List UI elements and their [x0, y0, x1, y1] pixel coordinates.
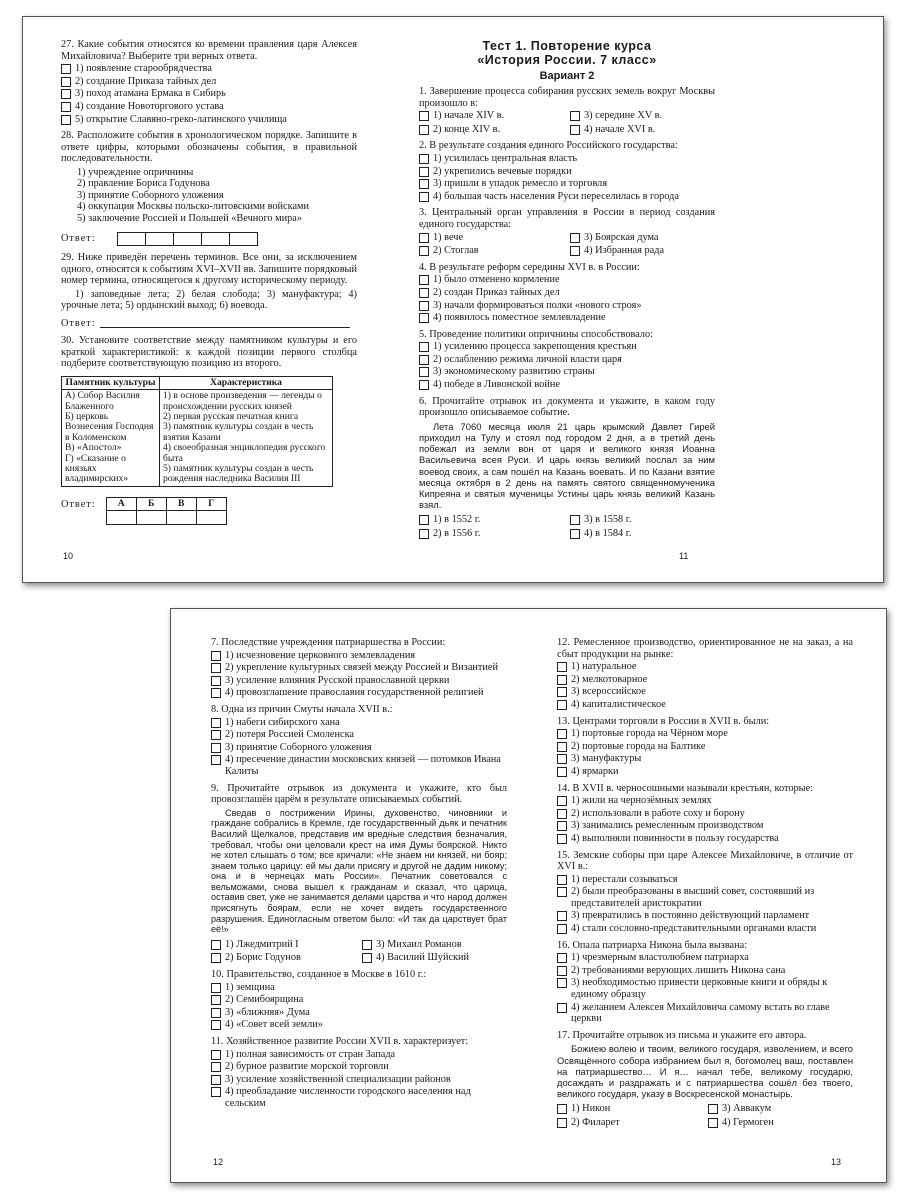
checkbox[interactable]	[211, 1075, 221, 1085]
answer-option[interactable]	[557, 910, 853, 922]
question-7: 7. Последствие учреждения патриаршества в России:	[211, 637, 446, 648]
answer-boxes[interactable]	[118, 232, 258, 246]
answer-option[interactable]	[211, 994, 507, 1006]
checkbox[interactable]	[557, 1104, 567, 1114]
answer-option[interactable]	[211, 717, 507, 729]
question-4: 4. В результате реформ середины XVI в. в России:	[419, 261, 640, 273]
checkbox[interactable]	[211, 983, 221, 993]
option-label: 2) мелкотоварное	[571, 673, 648, 685]
sequence-item: 5) заключение Россией и Польшей «Вечного мира»	[77, 212, 303, 224]
answer-option[interactable]	[419, 366, 715, 378]
answer-option[interactable]	[419, 124, 564, 136]
option-label: 2) создание Приказа тайных дел	[75, 75, 217, 87]
checkbox[interactable]	[557, 875, 567, 885]
answer-option[interactable]	[61, 63, 357, 75]
answer-option[interactable]	[557, 686, 853, 698]
option-label: 3) Боярская дума	[584, 231, 659, 243]
answer-option[interactable]	[557, 833, 853, 845]
answer-option[interactable]	[557, 874, 853, 886]
option-label: 1) исчезновение церковного землевладения	[225, 649, 416, 661]
checkbox[interactable]	[419, 167, 429, 177]
answer-option[interactable]	[419, 245, 564, 257]
answer-option[interactable]	[419, 287, 715, 299]
option-label: 1) перестали созываться	[571, 873, 678, 885]
question-28-items	[61, 167, 357, 224]
option-label: 2) конце XIV в.	[433, 123, 501, 135]
checkbox[interactable]	[419, 313, 429, 323]
checkbox[interactable]	[557, 834, 567, 844]
checkbox[interactable]	[419, 179, 429, 189]
question-13-options	[557, 728, 853, 777]
option-label: 4) начале XVI в.	[584, 123, 656, 135]
checkbox[interactable]	[419, 125, 429, 135]
option-label: 2) Стоглав	[433, 245, 479, 257]
checkbox[interactable]	[570, 233, 580, 243]
checkbox[interactable]	[557, 1118, 567, 1128]
answer-option[interactable]	[557, 1002, 853, 1025]
checkbox[interactable]	[61, 102, 71, 112]
option-label: 1) жили на чернозёмных землях	[571, 795, 712, 807]
option-label: 1) земщина	[225, 981, 275, 993]
answer-option[interactable]	[570, 232, 715, 244]
answer-option[interactable]	[211, 687, 507, 699]
checkbox[interactable]	[61, 115, 71, 125]
question-3-options	[419, 231, 715, 258]
answer-row-30	[61, 497, 357, 525]
checkbox[interactable]	[419, 233, 429, 243]
option-label: 1) Никон	[571, 1103, 611, 1115]
answer-option[interactable]	[570, 110, 715, 122]
spread-pages-10-11	[22, 16, 884, 583]
sequence-item: 3) принятие Соборного уложения	[77, 189, 224, 201]
table-header-monument: Памятник культуры	[62, 376, 160, 389]
answer-option[interactable]	[557, 661, 853, 673]
question-29-terms: 1) заповедные лета; 2) белая слобода; 3) мануфактура; 4) урочные лета; 5) ордынский выход; 6) воевода.	[61, 288, 357, 312]
checkbox[interactable]	[211, 1062, 221, 1072]
test-subtitle: «История России. 7 класс»	[477, 53, 657, 67]
question-17: 17. Прочитайте отрывок из письма и укажите его автора.	[557, 1029, 807, 1041]
answer-option[interactable]	[211, 982, 507, 994]
answer-option[interactable]	[211, 1061, 507, 1073]
option-label: 4) Василий Шуйский	[376, 952, 470, 964]
answer-option[interactable]	[557, 699, 853, 711]
checkbox[interactable]	[211, 743, 221, 753]
checkbox[interactable]	[557, 754, 567, 764]
option-label: 3) занимались ремесленным производством	[571, 820, 764, 832]
answer-label: Ответ:	[61, 317, 96, 329]
answer-letter: Б	[136, 497, 166, 510]
option-label: 3) начали формироваться полки «нового строя»	[433, 299, 642, 311]
monuments-list: А) Собор Василия Блаженного Б) церковь Вознесения Господня в Коломенском В) «Апостол» Г) «Сказание о князьях владимирских»	[62, 390, 160, 487]
checkbox[interactable]	[557, 729, 567, 739]
question-12-options	[557, 661, 853, 710]
checkbox[interactable]	[362, 953, 372, 963]
option-label: 4) выполняли повинности в пользу государства	[571, 832, 779, 844]
answer-row-29	[61, 318, 357, 329]
answer-option[interactable]	[419, 274, 715, 286]
answer-option[interactable]	[557, 923, 853, 935]
answer-option[interactable]	[419, 341, 715, 353]
option-label: 2) создан Приказ тайных дел	[433, 286, 560, 298]
question-11-options	[211, 1049, 507, 1110]
option-label: 4) «Совет всей земли»	[225, 1019, 323, 1031]
checkbox[interactable]	[419, 192, 429, 202]
answer-option[interactable]	[211, 1019, 507, 1031]
option-label: 4) в 1584 г.	[584, 528, 632, 540]
option-label: 3) середине XV в.	[584, 110, 663, 122]
checkbox[interactable]	[557, 796, 567, 806]
option-label: 3) принятие Соборного уложения	[225, 741, 372, 753]
option-label: 4) ярмарки	[571, 765, 619, 777]
option-label: 4) пресечение династии московских князей — потомков Ивана Калиты	[225, 754, 501, 777]
page-12	[211, 637, 507, 1111]
question-30: 30. Установите соответствие между памятником культуры и его краткой характеристикой: к каждой позиции первого столбца подберите соответствующую позицию из второго.	[61, 334, 357, 370]
characteristics-list: 1) в основе произведения — легенды о происхождении русских князей 2) первая русская печатная книга 3) памятник культуры создан в честь взятия Казани 4) своеобразная энциклопедия русского быта 5) памятник культуры создан в честь рождения наследника Василия III	[160, 390, 333, 487]
checkbox[interactable]	[557, 953, 567, 963]
answer-option[interactable]	[211, 1074, 507, 1086]
question-14: 14. В XVII в. черносошными называли крестьян, которые:	[557, 782, 814, 794]
checkbox[interactable]	[419, 515, 429, 525]
checkbox[interactable]	[211, 676, 221, 686]
option-label: 3) поход атамана Ермака в Сибирь	[75, 88, 226, 100]
option-label: 3) в 1558 г.	[584, 514, 632, 526]
page-10	[61, 39, 357, 525]
option-label: 4) провозглашение православия государственной религией	[225, 687, 484, 699]
answer-option[interactable]	[211, 650, 507, 662]
option-label: 2) потеря Россией Смоленска	[225, 729, 354, 741]
answer-option[interactable]	[419, 514, 564, 526]
option-label: 4) стали сословно-представительными органами власти	[571, 923, 817, 935]
question-6: 6. Прочитайте отрывок из документа и укажите, в каком году произошло описываемое событие.	[419, 395, 715, 419]
answer-label: Ответ:	[61, 233, 96, 245]
option-label: 4) преобладание численности городского населения над сельским	[225, 1086, 471, 1109]
option-label: 2) портовые города на Балтике	[571, 740, 706, 752]
option-label: 2) требованиями верующих лишить Никона сана	[571, 964, 786, 976]
option-label: 4) победе в Ливонской войне	[433, 379, 560, 391]
question-2: 2. В результате создания единого Российского государства:	[419, 140, 678, 152]
checkbox[interactable]	[570, 515, 580, 525]
checkbox[interactable]	[419, 355, 429, 365]
checkbox[interactable]	[419, 275, 429, 285]
checkbox[interactable]	[419, 246, 429, 256]
option-label: 4) появилось поместное землевладение	[433, 312, 606, 324]
answer-option[interactable]	[557, 741, 853, 753]
checkbox[interactable]	[419, 342, 429, 352]
answer-option[interactable]	[61, 88, 357, 100]
option-label: 1) усилению процесса закрепощения крестьян	[433, 341, 637, 353]
document-excerpt: Сведав о пострижении Ирины, духовенство, чиновники и граждане собрались в Кремле, где государственный дьяк и печатник Василий Щелкалов, представив им вредные следствия безначалия, требовал, чтобы они целовали крест на имя Думы боярской. Никто не хотел слышать о том; все кричали: «Не знаем ни князей, ни бояр; знаем только царицу: ей мы дали присягу и другой не дадим никому; она и в чернецах мать России». Печатник советовался с вельможами, снова вышел к гражданам и сказал, что царица, оставив свет, уже не занимается делами царства и что народ должен присягнуть боярам, если не хочет видеть государственного разрушения. Единогласным ответом было: «И так да царствует брат её!»	[211, 807, 507, 935]
option-label: 1) усилилась центральная власть	[433, 152, 578, 164]
answer-grid[interactable]	[106, 497, 227, 525]
option-label: 2) Филарет	[571, 1117, 620, 1129]
option-label: 3) «ближняя» Дума	[225, 1006, 310, 1018]
checkbox[interactable]	[419, 380, 429, 390]
question-13: 13. Центрами торговли в России в XVII в. были:	[557, 715, 770, 727]
checkbox[interactable]	[557, 924, 567, 934]
answer-option[interactable]	[419, 300, 715, 312]
answer-option[interactable]	[557, 977, 853, 1000]
checkbox[interactable]	[557, 700, 567, 710]
question-12: 12. Ремесленное производство, ориентированное не на заказ, а на сбыт продукции на рынке:	[557, 637, 853, 660]
question-27-options	[61, 63, 357, 125]
answer-option[interactable]	[362, 952, 507, 964]
answer-option[interactable]	[557, 728, 853, 740]
page-11	[419, 39, 715, 541]
answer-line[interactable]	[100, 318, 350, 328]
answer-option[interactable]	[419, 379, 715, 391]
question-6-options	[419, 513, 715, 540]
option-label: 2) были преобразованы в высший совет, состоявший из представителей аристократии	[571, 886, 815, 909]
checkbox[interactable]	[557, 887, 567, 897]
option-label: 3) мануфактуры	[571, 753, 642, 765]
question-1-options	[419, 109, 715, 136]
checkbox[interactable]	[557, 911, 567, 921]
answer-option[interactable]	[570, 528, 715, 540]
sequence-item: 4) оккупация Москвы польско-литовскими войсками	[77, 201, 310, 213]
answer-option[interactable]	[557, 965, 853, 977]
checkbox[interactable]	[557, 821, 567, 831]
question-5: 5. Проведение политики опричнины способствовало:	[419, 328, 654, 340]
question-10: 10. Правительство, созданное в Москве в 1610 г.:	[211, 969, 427, 981]
question-8-options	[211, 717, 507, 778]
answer-option[interactable]	[557, 886, 853, 909]
answer-option[interactable]	[211, 729, 507, 741]
question-5-options	[419, 341, 715, 390]
answer-option[interactable]	[557, 795, 853, 807]
answer-option[interactable]	[211, 662, 507, 674]
answer-option[interactable]	[570, 514, 715, 526]
answer-option[interactable]	[211, 742, 507, 754]
option-label: 3) усиление хозяйственной специализации районов	[225, 1073, 451, 1085]
answer-option[interactable]	[557, 1117, 702, 1129]
page-number: 11	[679, 551, 689, 561]
checkbox[interactable]	[557, 966, 567, 976]
question-11: 11. Хозяйственное развитие России XVII в. характеризует:	[211, 1036, 469, 1047]
answer-option[interactable]	[708, 1103, 853, 1115]
option-label: 4) большая часть населения Руси переселилась в города	[433, 190, 679, 202]
page-13	[557, 637, 853, 1130]
question-9-options	[211, 938, 507, 965]
question-1: 1. Завершение процесса собирания русских земель вокруг Москвы произошло в:	[419, 86, 715, 109]
checkbox[interactable]	[61, 89, 71, 99]
answer-option[interactable]	[211, 1086, 507, 1109]
checkbox[interactable]	[570, 111, 580, 121]
answer-option[interactable]	[211, 952, 356, 964]
table-header-characteristic: Характеристика	[160, 376, 333, 389]
option-label: 3) Аввакум	[722, 1103, 772, 1115]
checkbox[interactable]	[557, 767, 567, 777]
answer-option[interactable]	[419, 354, 715, 366]
spread-pages-12-13	[170, 608, 887, 1183]
answer-option[interactable]	[557, 820, 853, 832]
checkbox[interactable]	[570, 125, 580, 135]
option-label: 1) вече	[433, 231, 464, 243]
checkbox[interactable]	[61, 64, 71, 74]
checkbox[interactable]	[557, 742, 567, 752]
checkbox[interactable]	[211, 995, 221, 1005]
answer-option[interactable]	[211, 754, 507, 777]
option-label: 3) пришли в упадок ремесло и торговля	[433, 178, 608, 190]
question-2-options	[419, 153, 715, 202]
checkbox[interactable]	[419, 111, 429, 121]
checkbox[interactable]	[211, 651, 221, 661]
question-14-options	[557, 795, 853, 844]
option-label: 4) Гермоген	[722, 1117, 774, 1129]
checkbox[interactable]	[362, 940, 372, 950]
option-label: 2) укрепились вечевые порядки	[433, 165, 572, 177]
checkbox[interactable]	[708, 1118, 718, 1128]
question-15: 15. Земские соборы при царе Алексее Михайловиче, в отличие от XVI в.:	[557, 849, 853, 873]
checkbox[interactable]	[211, 688, 221, 698]
answer-option[interactable]	[419, 166, 715, 178]
checkbox[interactable]	[211, 1087, 221, 1097]
question-16: 16. Опала патриарха Никона была вызвана:	[557, 939, 748, 951]
option-label: 3) Михаил Романов	[376, 938, 462, 950]
checkbox[interactable]	[570, 529, 580, 539]
answer-option[interactable]	[557, 766, 853, 778]
answer-option[interactable]	[557, 1103, 702, 1115]
checkbox[interactable]	[211, 755, 221, 765]
checkbox[interactable]	[211, 1020, 221, 1030]
page-number: 10	[63, 551, 74, 561]
checkbox[interactable]	[557, 662, 567, 672]
question-27: 27. Какие события относятся ко времени правления царя Алексея Михайловича? Выберите три верных ответа.	[61, 39, 357, 62]
answer-letter: Г	[196, 497, 226, 510]
option-label: 4) желанием Алексея Михайловича самому встать во главе церкви	[571, 1001, 830, 1025]
answer-option[interactable]	[419, 178, 715, 190]
checkbox[interactable]	[419, 367, 429, 377]
checkbox[interactable]	[557, 687, 567, 697]
sequence-item: 2) правление Бориса Годунова	[77, 178, 210, 190]
option-label: 2) Борис Годунов	[225, 952, 301, 964]
option-label: 4) капиталистическое	[571, 698, 666, 710]
answer-option[interactable]	[419, 153, 715, 165]
answer-option[interactable]	[211, 1049, 507, 1061]
question-8: 8. Одна из причин Смуты начала XVII в.:	[211, 703, 393, 715]
answer-option[interactable]	[557, 753, 853, 765]
option-label: 1) натуральное	[571, 661, 637, 673]
checkbox[interactable]	[211, 953, 221, 963]
answer-option[interactable]	[419, 312, 715, 324]
matching-table	[61, 376, 333, 487]
answer-option[interactable]	[61, 101, 357, 113]
answer-option[interactable]	[419, 232, 564, 244]
answer-option[interactable]	[211, 939, 356, 951]
option-label: 1) чрезмерным властолюбием патриарха	[571, 952, 749, 964]
option-label: 5) открытие Славяно-греко-латинского училища	[75, 113, 287, 125]
option-label: 1) в 1552 г.	[433, 514, 481, 526]
option-label: 1) появление старообрядчества	[75, 63, 212, 75]
option-label: 1) начале XIV в.	[433, 110, 505, 122]
answer-option[interactable]	[211, 675, 507, 687]
letter-excerpt: Божиею волею и твоим, великого государя, изволением, и всего Освящённого собора избранием был я, богомолец ваш, поставлен на патриаршество… И я… начал тебе, великому государю, досаждать и раздражать и с патриаршества сошёл без твоего, великого государя, указу в Воскресенской монастырь.	[557, 1043, 853, 1100]
option-label: 2) использовали в работе соху и борону	[571, 807, 745, 819]
answer-letter: В	[166, 497, 196, 510]
answer-option[interactable]	[570, 245, 715, 257]
question-16-options	[557, 952, 853, 1025]
option-label: 2) бурное развитие морской торговли	[225, 1061, 389, 1073]
question-17-options	[557, 1102, 853, 1129]
checkbox[interactable]	[570, 246, 580, 256]
option-label: 1) Лжедмитрий I	[225, 938, 299, 950]
answer-option[interactable]	[557, 808, 853, 820]
option-label: 1) было отменено кормление	[433, 274, 560, 286]
answer-option[interactable]	[419, 110, 564, 122]
answer-option[interactable]	[362, 939, 507, 951]
checkbox[interactable]	[557, 978, 567, 988]
checkbox[interactable]	[211, 663, 221, 673]
answer-option[interactable]	[708, 1117, 853, 1129]
option-label: 1) набеги сибирского хана	[225, 716, 340, 728]
option-label: 3) всероссийское	[571, 686, 646, 698]
checkbox[interactable]	[557, 809, 567, 819]
checkbox[interactable]	[708, 1104, 718, 1114]
question-29: 29. Ниже приведён перечень терминов. Все они, за исключением одного, относятся к событиям XVI–XVII вв. Запишите порядковый номер термина, относящегося к другому историческому периоду.	[61, 251, 357, 287]
option-label: 2) Семибоярщина	[225, 994, 304, 1006]
option-label: 2) ослаблению режима личной власти царя	[433, 353, 622, 365]
checkbox[interactable]	[557, 675, 567, 685]
checkbox[interactable]	[419, 529, 429, 539]
question-7-options	[211, 650, 507, 699]
answer-option[interactable]	[557, 952, 853, 964]
option-label: 3) усиление влияния Русской православной церкви	[225, 674, 450, 686]
test-title: Тест 1. Повторение курса	[482, 39, 652, 53]
page-number: 13	[831, 1157, 842, 1167]
answer-option[interactable]	[61, 76, 357, 88]
checkbox[interactable]	[211, 1050, 221, 1060]
answer-option[interactable]	[61, 114, 357, 126]
variant-label: Вариант 2	[539, 70, 595, 82]
option-label: 3) экономическому развитию страны	[433, 366, 595, 378]
sequence-item: 1) учреждение опричнины	[77, 166, 194, 178]
question-4-options	[419, 274, 715, 323]
question-15-options	[557, 874, 853, 935]
question-3: 3. Центральный орган управления в России в период создания единого государства:	[419, 207, 715, 230]
checkbox[interactable]	[61, 77, 71, 87]
answer-option[interactable]	[557, 674, 853, 686]
checkbox[interactable]	[419, 301, 429, 311]
checkbox[interactable]	[419, 154, 429, 164]
page-number: 12	[213, 1157, 224, 1167]
checkbox[interactable]	[419, 288, 429, 298]
option-label: 1) полная зависимость от стран Запада	[225, 1048, 396, 1060]
checkbox[interactable]	[211, 940, 221, 950]
answer-option[interactable]	[419, 191, 715, 203]
answer-label: Ответ:	[61, 498, 96, 510]
checkbox[interactable]	[211, 730, 221, 740]
checkbox[interactable]	[211, 1008, 221, 1018]
question-9: 9. Прочитайте отрывок из документа и укажите, кто был провозглашён царём в результате описываемых событий.	[211, 782, 507, 806]
option-label: 2) укрепление культурных связей между Россией и Византией	[225, 662, 499, 674]
option-label: 1) портовые города на Чёрном море	[571, 728, 728, 740]
option-label: 3) необходимостью привести церковные книги и обряды к единому образцу	[571, 977, 828, 1001]
checkbox[interactable]	[557, 1003, 567, 1013]
option-label: 4) Избранная рада	[584, 245, 665, 257]
answer-row-28	[61, 232, 357, 246]
answer-option[interactable]	[211, 1007, 507, 1019]
answer-option[interactable]	[419, 528, 564, 540]
answer-letter: А	[106, 497, 136, 510]
option-label: 3) превратились в постоянно действующий парламент	[571, 910, 810, 922]
answer-option[interactable]	[570, 124, 715, 136]
option-label: 2) в 1556 г.	[433, 528, 481, 540]
question-10-options	[211, 982, 507, 1031]
option-label: 4) создание Новоторгового устава	[75, 100, 224, 112]
document-excerpt: Лета 7060 месяца июля 21 царь крымский Давлет Гирей приходил на Тулу и стоял под городом 2 дня, а в третий день побежал из земли вон от царя и великого князя Иоанна Васильевича всея Руси. И царь князь великий послал за ним воевод своих, а сам пошёл на Казань воевать. И по Казани взятие месяца октября в 2 день на память святого священномученика Кипреяна и святыя мученицы Устины царь князь великий Казань взял.	[419, 420, 715, 511]
question-28: 28. Расположите события в хронологическом порядке. Запишите в ответе цифры, которыми обозначены события, в правильной последовательности.	[61, 130, 357, 165]
checkbox[interactable]	[211, 718, 221, 728]
